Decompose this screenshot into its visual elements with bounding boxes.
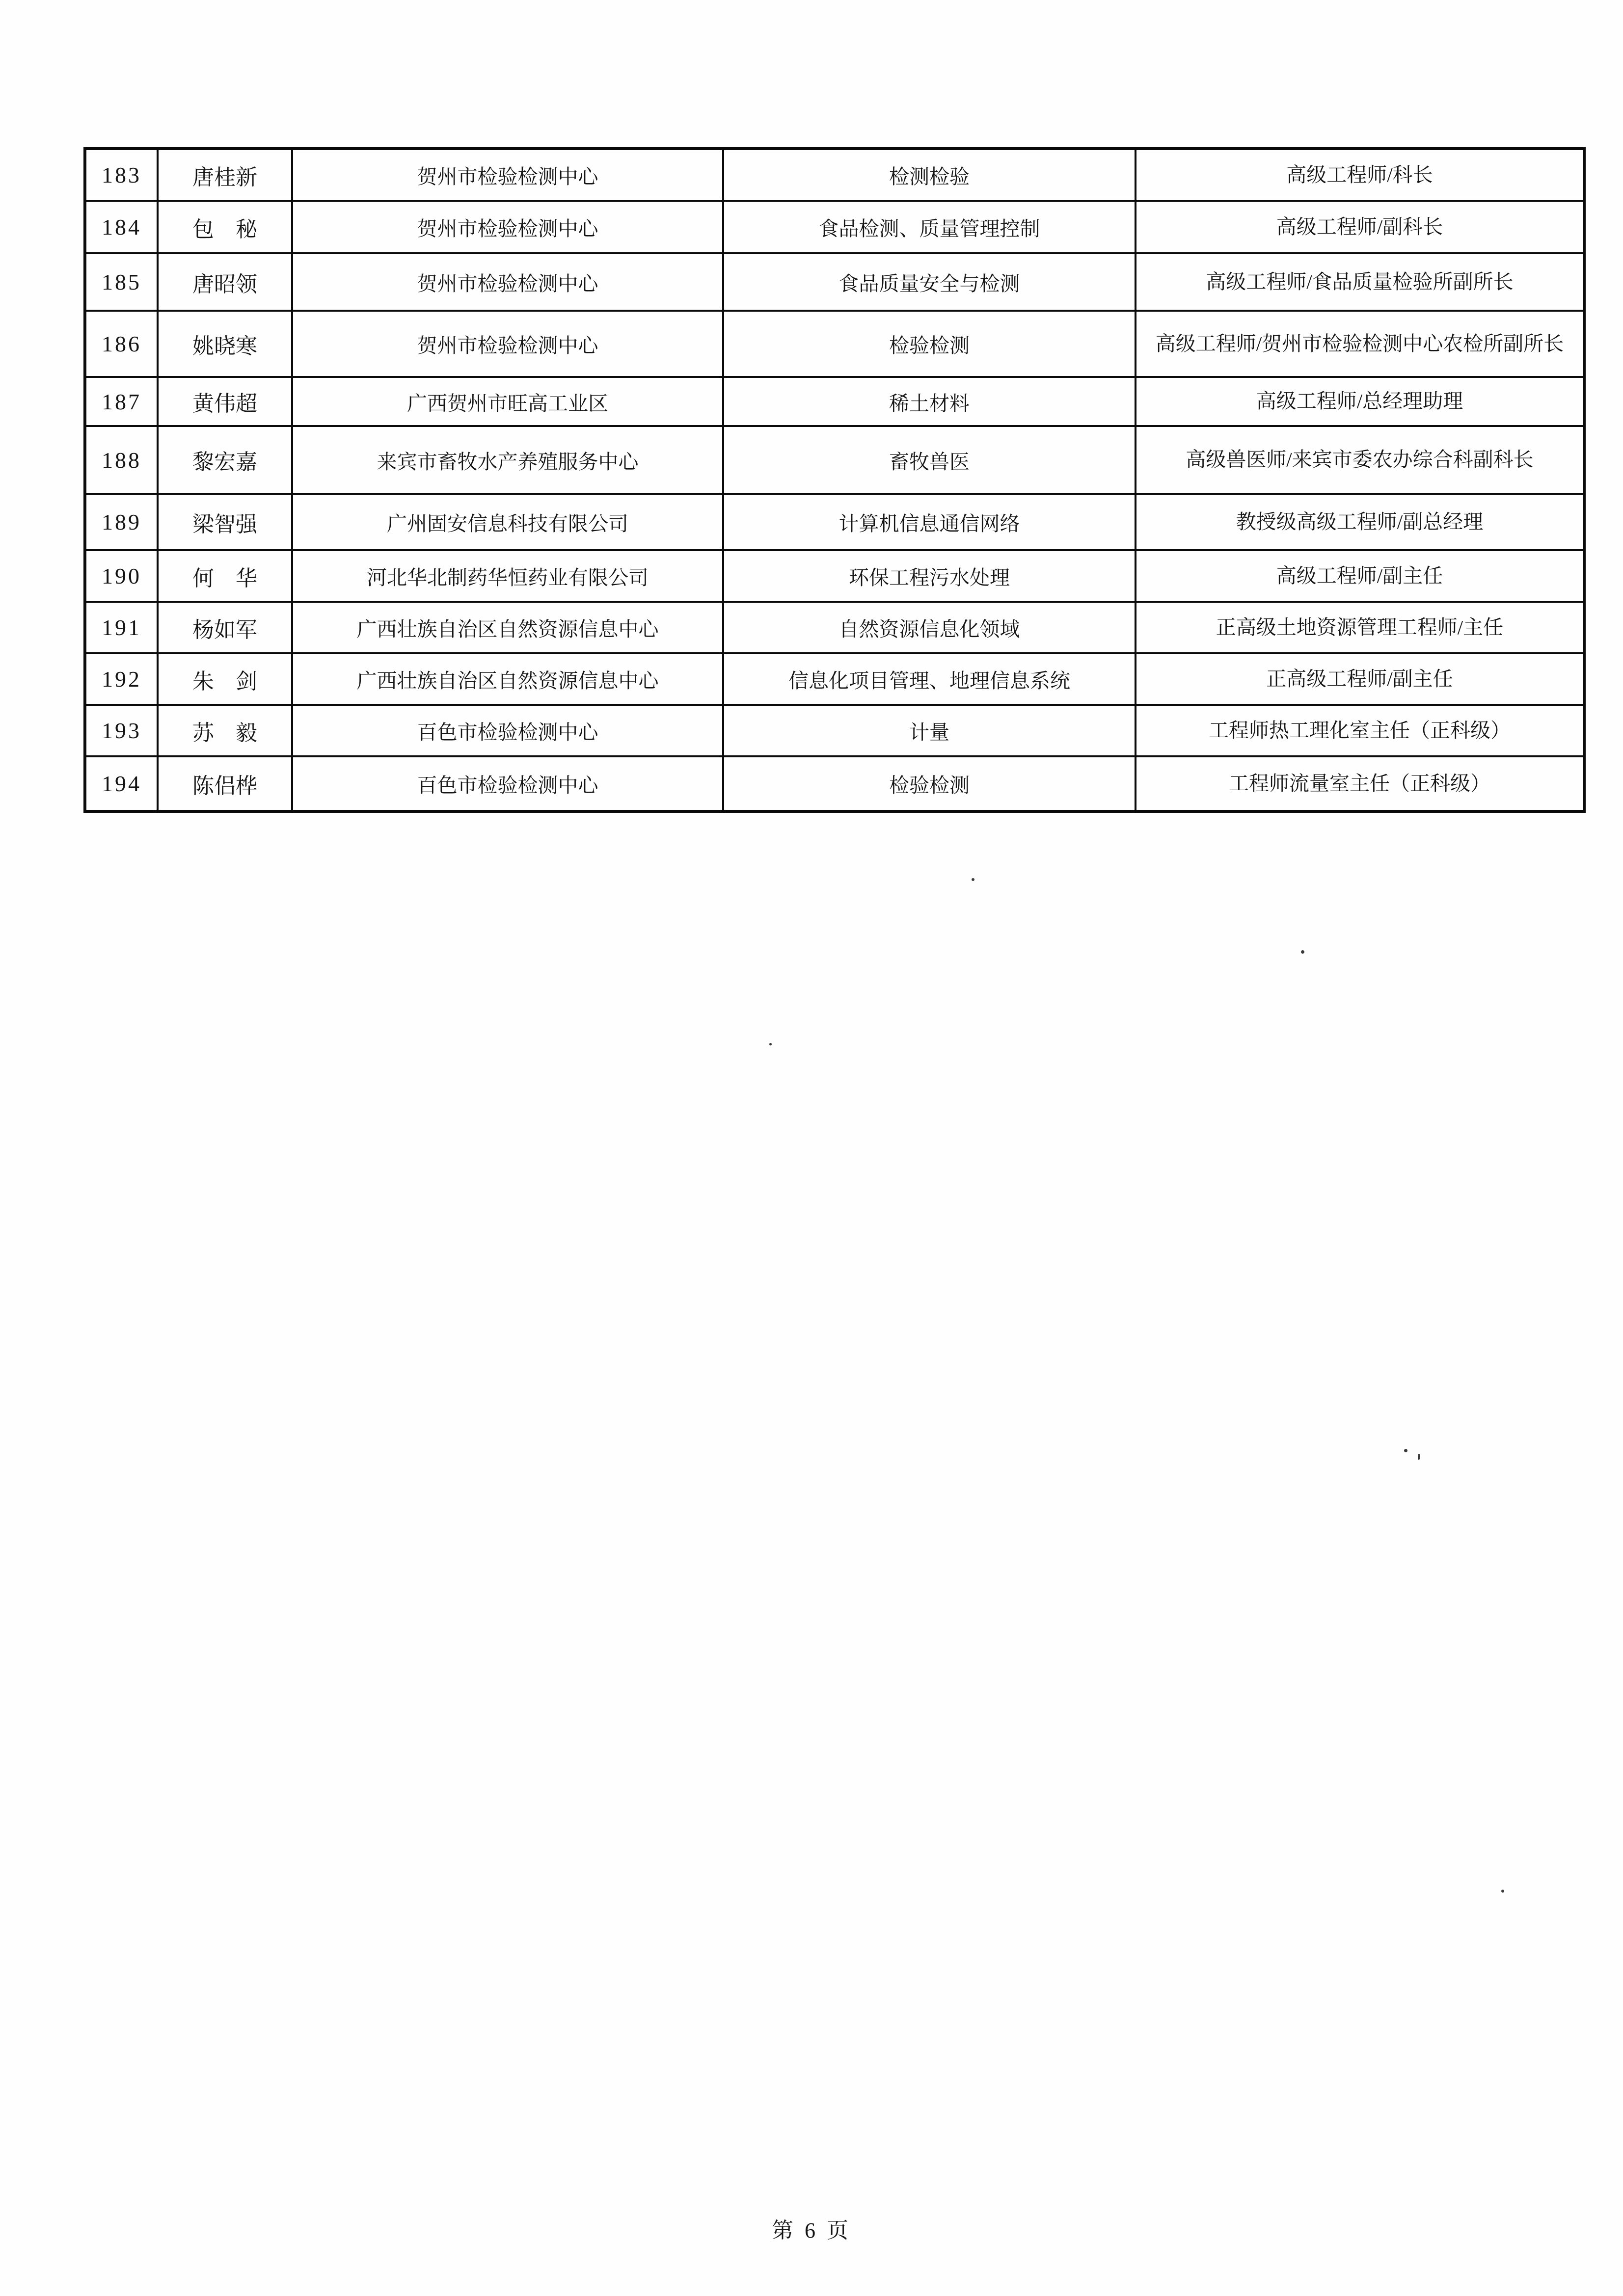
cell-organization: 广州固安信息科技有限公司: [292, 494, 723, 550]
scan-speck: [1501, 1890, 1504, 1893]
cell-title: 工程师流量室主任（正科级）: [1136, 756, 1584, 811]
cell-field: 检验检测: [723, 756, 1136, 811]
table-row: [85, 550, 1584, 602]
cell-field: 计量: [723, 705, 1136, 756]
table-row: [85, 201, 1584, 253]
table-row: [85, 426, 1584, 494]
cell-name: 杨如军: [158, 602, 292, 653]
cell-organization: 贺州市检验检测中心: [292, 311, 723, 377]
cell-field: 自然资源信息化领域: [723, 602, 1136, 653]
cell-name: 唐昭领: [158, 253, 292, 311]
table-row: [85, 602, 1584, 653]
cell-field: 计算机信息通信网络: [723, 494, 1136, 550]
cell-organization: 百色市检验检测中心: [292, 705, 723, 756]
cell-title: 高级工程师/副主任: [1136, 550, 1584, 602]
cell-organization: 广西壮族自治区自然资源信息中心: [292, 602, 723, 653]
table-row: [85, 494, 1584, 550]
scan-speck: [769, 1043, 772, 1045]
cell-field: 检验检测: [723, 311, 1136, 377]
table-row: [85, 653, 1584, 705]
cell-title: 高级工程师/总经理助理: [1136, 377, 1584, 426]
cell-number: 193: [85, 705, 158, 756]
cell-field: 食品质量安全与检测: [723, 253, 1136, 311]
cell-organization: 来宾市畜牧水产养殖服务中心: [292, 426, 723, 494]
cell-organization: 广西贺州市旺高工业区: [292, 377, 723, 426]
cell-field: 环保工程污水处理: [723, 550, 1136, 602]
table-row: [85, 377, 1584, 426]
cell-name: 唐桂新: [158, 149, 292, 201]
personnel-table: [83, 147, 1586, 813]
cell-number: 194: [85, 756, 158, 811]
cell-name: 苏 毅: [158, 705, 292, 756]
cell-field: 检测检验: [723, 149, 1136, 201]
cell-name: 朱 剑: [158, 653, 292, 705]
cell-name: 包 秘: [158, 201, 292, 253]
table-row: [85, 253, 1584, 311]
cell-organization: 贺州市检验检测中心: [292, 253, 723, 311]
cell-title: 工程师热工理化室主任（正科级）: [1136, 705, 1584, 756]
cell-name: 何 华: [158, 550, 292, 602]
cell-organization: 广西壮族自治区自然资源信息中心: [292, 653, 723, 705]
table-row: [85, 311, 1584, 377]
cell-organization: 贺州市检验检测中心: [292, 149, 723, 201]
cell-name: 陈侣桦: [158, 756, 292, 811]
table-row: [85, 756, 1584, 811]
cell-title: 教授级高级工程师/副总经理: [1136, 494, 1584, 550]
cell-name: 黎宏嘉: [158, 426, 292, 494]
cell-title: 高级工程师/贺州市检验检测中心农检所副所长: [1136, 311, 1584, 377]
page-footer: 第 6 页: [772, 2218, 851, 2243]
cell-organization: 贺州市检验检测中心: [292, 201, 723, 253]
cell-title: 高级兽医师/来宾市委农办综合科副科长: [1136, 426, 1584, 494]
cell-number: 191: [85, 602, 158, 653]
cell-organization: 河北华北制药华恒药业有限公司: [292, 550, 723, 602]
cell-field: 食品检测、质量管理控制: [723, 201, 1136, 253]
cell-title: 高级工程师/食品质量检验所副所长: [1136, 253, 1584, 311]
table-row: [85, 149, 1584, 201]
cell-number: 189: [85, 494, 158, 550]
table-row: [85, 705, 1584, 756]
cell-number: 185: [85, 253, 158, 311]
cell-field: 畜牧兽医: [723, 426, 1136, 494]
cell-number: 188: [85, 426, 158, 494]
cell-number: 186: [85, 311, 158, 377]
cell-title: 正高级土地资源管理工程师/主任: [1136, 602, 1584, 653]
cell-title: 高级工程师/副科长: [1136, 201, 1584, 253]
cell-field: 信息化项目管理、地理信息系统: [723, 653, 1136, 705]
scan-speck: [1301, 950, 1304, 954]
cell-name: 姚晓寒: [158, 311, 292, 377]
cell-number: 190: [85, 550, 158, 602]
scan-speck: [1418, 1454, 1420, 1460]
cell-number: 183: [85, 149, 158, 201]
cell-title: 正高级工程师/副主任: [1136, 653, 1584, 705]
cell-organization: 百色市检验检测中心: [292, 756, 723, 811]
cell-name: 黄伟超: [158, 377, 292, 426]
scan-speck: [1404, 1449, 1407, 1452]
cell-number: 184: [85, 201, 158, 253]
cell-title: 高级工程师/科长: [1136, 149, 1584, 201]
cell-field: 稀土材料: [723, 377, 1136, 426]
cell-number: 192: [85, 653, 158, 705]
cell-number: 187: [85, 377, 158, 426]
cell-name: 梁智强: [158, 494, 292, 550]
scan-speck: [972, 878, 974, 881]
